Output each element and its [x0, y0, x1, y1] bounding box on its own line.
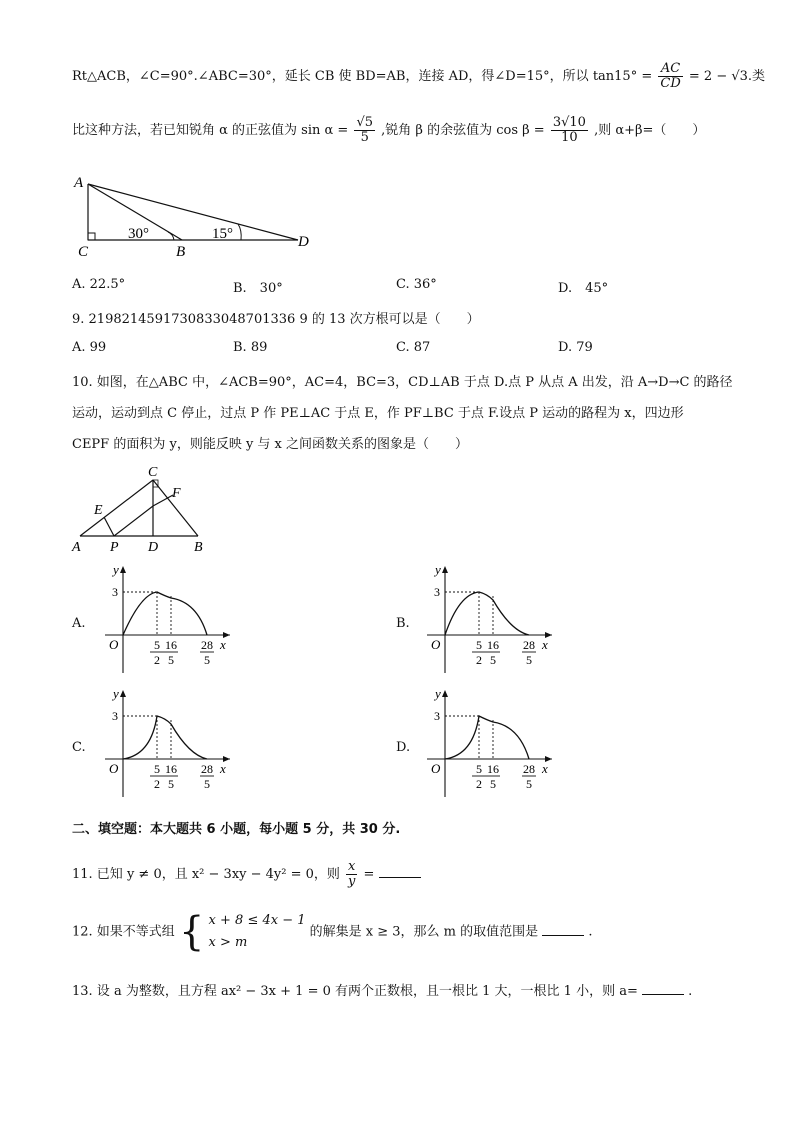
x-tick-den-1: 2	[154, 777, 160, 791]
q12-answer-blank[interactable]	[542, 923, 584, 936]
y-tick-3: 3	[112, 709, 118, 723]
q12-text-a: 12. 如果不等式组	[72, 924, 175, 940]
q9-option-c[interactable]: C. 87	[396, 340, 431, 355]
q10-label-f: F	[172, 486, 181, 501]
q10-graph-c	[90, 682, 240, 807]
q8-line2	[72, 116, 705, 145]
q8-option-c[interactable]: C. 36°	[396, 277, 437, 292]
y-axis-arrow-icon	[442, 566, 448, 573]
q10-graph-b	[412, 558, 562, 673]
q12-system	[209, 910, 306, 954]
y-tick-3: 3	[434, 709, 440, 723]
function-curve	[123, 592, 207, 635]
q12-row2: x > m	[208, 935, 248, 950]
x-tick-den-2: 5	[168, 653, 174, 667]
x-tick-den-3: 5	[526, 653, 532, 667]
q10-option-a[interactable]: A.	[72, 616, 86, 631]
x-tick-num-3: 28	[201, 638, 213, 652]
q8-text-d: ,则 α+β=（ ）	[594, 123, 706, 138]
q8-angle-30: 30°	[128, 226, 149, 242]
q8-line1	[72, 62, 765, 91]
origin-label: O	[109, 761, 119, 776]
q9-option-d[interactable]: D. 79	[558, 340, 593, 355]
q12-row1: x + 8 ≤ 4x − 1	[208, 913, 306, 928]
q8-eq: =	[641, 69, 653, 84]
q10-label-c: C	[148, 465, 158, 480]
x-tick-num-1: 5	[476, 638, 482, 652]
x-tick-den-2: 5	[168, 777, 174, 791]
y-axis-arrow-icon	[120, 690, 126, 697]
q8-frac-num: AC	[658, 62, 682, 77]
x-label: x	[220, 761, 226, 776]
q11	[72, 860, 421, 889]
q13-answer-blank[interactable]	[642, 982, 684, 995]
q8-fraction	[658, 62, 682, 91]
x-tick-den-3: 5	[526, 777, 532, 791]
q13-text-c: .	[688, 984, 693, 999]
q8-tan: tan15°	[592, 69, 638, 84]
q8-frac-den: CD	[660, 76, 681, 91]
q13	[72, 980, 692, 999]
x-tick-den-1: 2	[154, 653, 160, 667]
x-tick-num-1: 5	[476, 762, 482, 776]
x-tick-den-1: 2	[476, 653, 482, 667]
q10-triangle-figure	[68, 460, 218, 555]
y-axis-arrow-icon	[442, 690, 448, 697]
q10-option-d[interactable]: D.	[396, 740, 411, 755]
q13-text-a: 13. 设 a 为整数，且方程 ax² − 3x + 1 = 0 有两个正数根，且一根比 1 大，一根比 1 小，则 a=	[72, 984, 638, 999]
x-tick-num-1: 5	[154, 638, 160, 652]
origin-label: O	[109, 637, 119, 652]
origin-label: O	[431, 637, 441, 652]
q9-option-a[interactable]: A. 99	[72, 340, 107, 355]
q10-label-d: D	[148, 540, 159, 555]
x-tick-den-3: 5	[204, 777, 210, 791]
q12-text-b: 的解集是 x ≥ 3，那么 m 的取值范围是	[309, 924, 539, 940]
q8-cos-fraction	[551, 116, 588, 145]
q10-line1: 10. 如图，在△ABC 中，∠ACB=90°，AC=4，BC=3，CD⊥AB 于点 D.点 P 从点 A 出发，沿 A→D→C 的路径	[72, 375, 733, 390]
q10-line3: CEPF 的面积为 y，则能反映 y 与 x 之间函数关系的图象是（ ）	[72, 437, 469, 452]
q8-sin-num: √5	[356, 115, 374, 130]
q8-cos-den: 10	[561, 130, 578, 145]
x-tick-num-2: 16	[165, 638, 177, 652]
q8-option-b[interactable]: B. 30°	[233, 281, 283, 296]
q10-label-b: B	[194, 540, 203, 555]
q8-option-a[interactable]: A. 22.5°	[72, 277, 126, 292]
q10-line2: 运动，运动到点 C 停止，过点 P 作 PE⊥AC 于点 E，作 PF⊥BC 于点 F.设点 P 运动的路程为 x，四边形	[72, 406, 684, 421]
q8-rhs: = 2 − √3.类	[688, 69, 766, 84]
x-tick-num-3: 28	[201, 762, 213, 776]
q8-text-a: Rt△ACB，∠C=90°.∠ABC=30°，延长 CB 使 BD=AB，连接 AD，得∠D=15°，所以	[72, 69, 589, 84]
q10-graph-d	[412, 682, 562, 807]
section2-title: 二、填空题：本大题共 6 小题，每小题 5 分，共 30 分.	[72, 822, 401, 837]
x-tick-num-1: 5	[154, 762, 160, 776]
q8-label-b: B	[176, 244, 186, 260]
q10-option-c[interactable]: C.	[72, 740, 86, 755]
function-curve	[445, 716, 529, 759]
x-tick-den-2: 5	[490, 653, 496, 667]
x-tick-den-1: 2	[476, 777, 482, 791]
x-label: x	[542, 637, 548, 652]
x-label: x	[220, 637, 226, 652]
x-tick-den-2: 5	[490, 777, 496, 791]
q8-triangle-figure	[70, 170, 330, 260]
y-tick-3: 3	[112, 585, 118, 599]
q8-label-d: D	[298, 234, 309, 250]
q10-graph-a	[90, 558, 240, 673]
q9-stem: 9. 2198214591730833048701336 9 的 13 次方根可以是（ ）	[72, 312, 480, 327]
x-tick-num-3: 28	[523, 762, 535, 776]
q8-text-c: ,锐角 β 的余弦值为 cos β =	[381, 123, 545, 138]
q12	[72, 910, 593, 954]
q10-option-b[interactable]: B.	[396, 616, 410, 631]
x-label: x	[542, 761, 548, 776]
y-axis-arrow-icon	[120, 566, 126, 573]
q8-text-b: 比这种方法，若已知锐角 α 的正弦值为 sin α =	[72, 123, 349, 138]
q12-text-c: .	[588, 924, 593, 940]
q8-sin-fraction	[354, 116, 375, 145]
q12-brace: {	[178, 909, 205, 955]
y-label: y	[435, 562, 441, 577]
q8-label-a: A	[74, 175, 84, 191]
q11-frac-den: y	[348, 874, 356, 889]
x-tick-den-3: 5	[204, 653, 210, 667]
q8-cos-num: 3√10	[552, 115, 586, 130]
q10-label-p: P	[110, 540, 119, 555]
q11-text-a: 11. 已知 y ≠ 0，且 x² − 3xy − 4y² = 0，则	[72, 867, 340, 882]
x-tick-num-3: 28	[523, 638, 535, 652]
x-tick-num-2: 16	[487, 638, 499, 652]
function-curve	[445, 592, 529, 635]
x-tick-num-2: 16	[165, 762, 177, 776]
q10-label-a: A	[72, 540, 81, 555]
q8-label-c: C	[78, 244, 89, 260]
function-curve	[123, 716, 207, 759]
q11-answer-blank[interactable]	[379, 865, 421, 878]
q9-option-b[interactable]: B. 89	[233, 340, 268, 355]
y-label: y	[113, 562, 119, 577]
origin-label: O	[431, 761, 441, 776]
x-tick-num-2: 16	[487, 762, 499, 776]
y-label: y	[113, 686, 119, 701]
q11-fraction	[346, 860, 357, 889]
q8-option-d[interactable]: D. 45°	[558, 281, 609, 296]
q8-sin-den: 5	[360, 130, 369, 145]
q10-label-e: E	[94, 503, 103, 518]
q8-angle-15: 15°	[212, 226, 233, 242]
y-tick-3: 3	[434, 585, 440, 599]
q11-text-b: =	[363, 867, 375, 882]
q11-frac-num: x	[346, 860, 357, 875]
y-label: y	[435, 686, 441, 701]
